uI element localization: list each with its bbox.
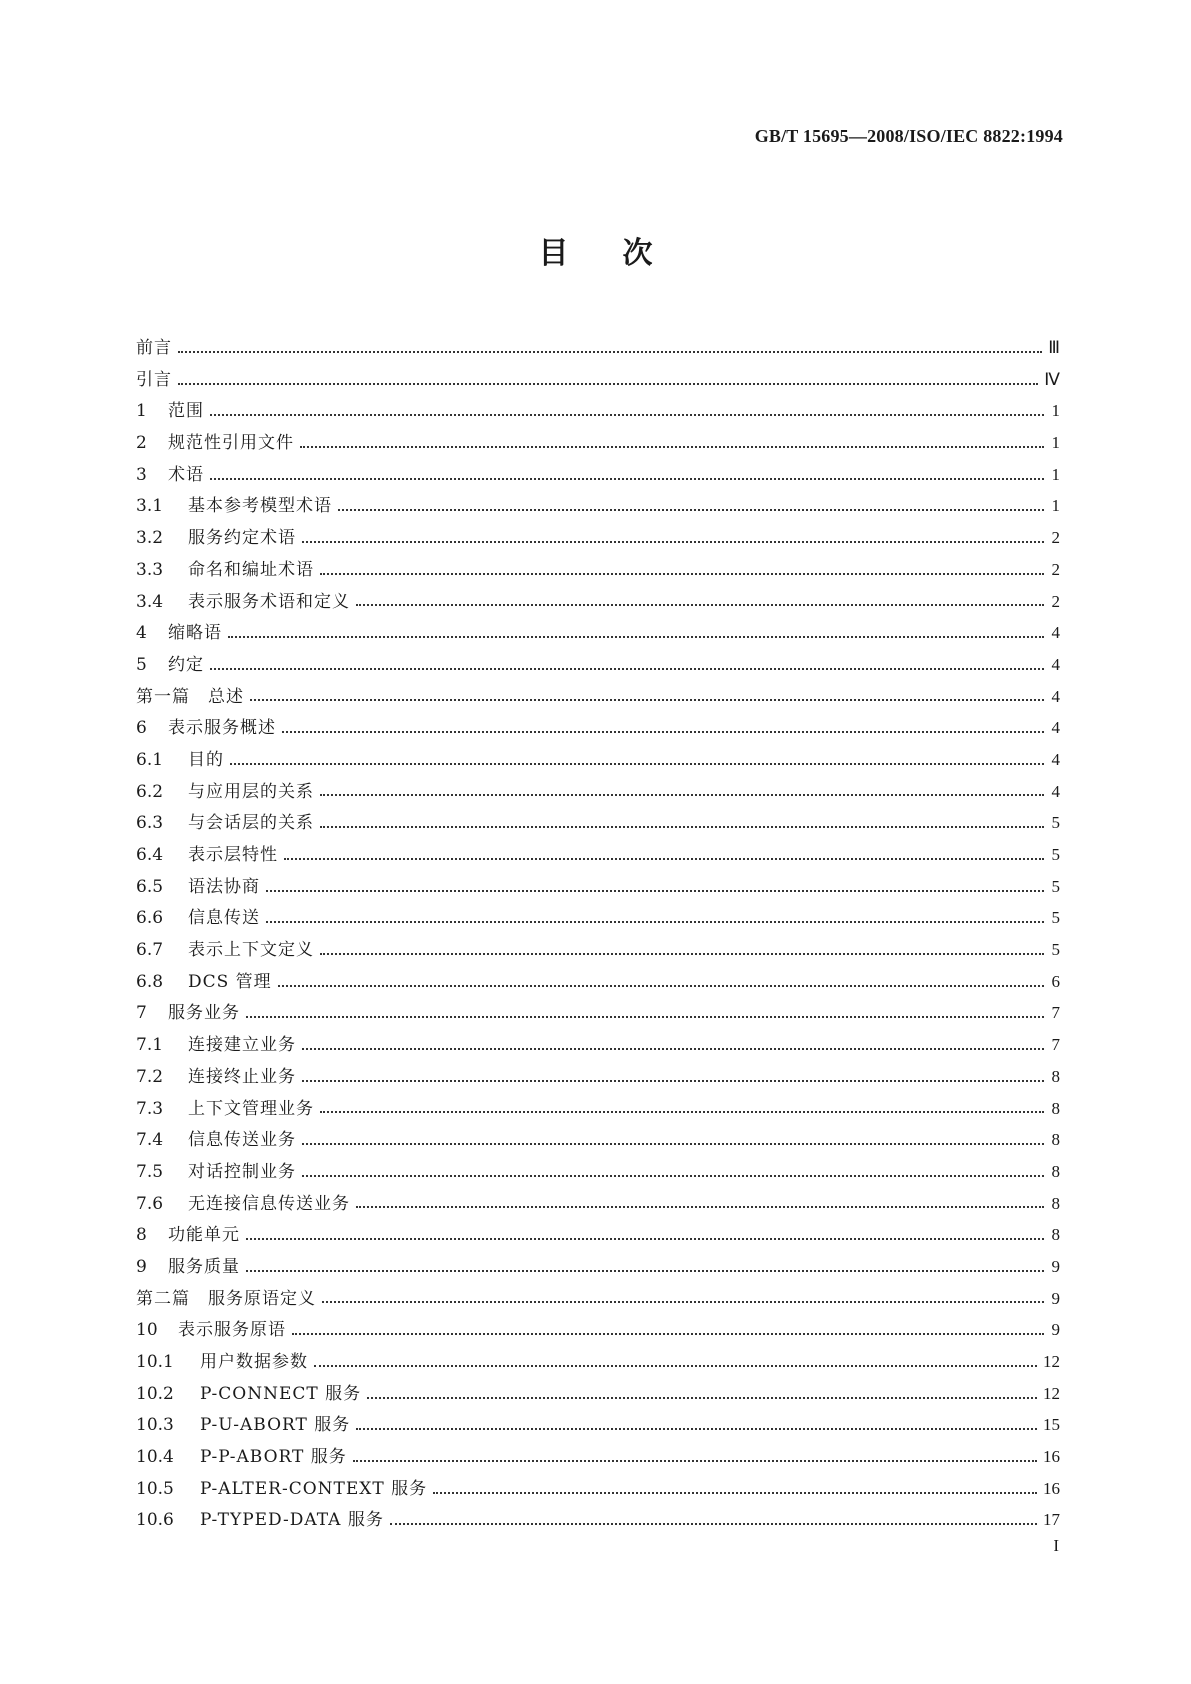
- toc-leader-dots: [228, 636, 1044, 638]
- toc-entry-page: 5: [1051, 876, 1060, 896]
- toc-entry-label: 第一篇 总述: [136, 686, 244, 707]
- toc-entry-page: 5: [1051, 908, 1060, 928]
- toc-entry-number: 6.7: [136, 940, 164, 961]
- toc-entry[interactable]: [136, 902, 1060, 934]
- toc-entry-page: 16: [1043, 1447, 1060, 1467]
- toc-entry-number: 1: [136, 401, 147, 422]
- toc-entry-page: 1: [1051, 464, 1060, 484]
- toc-entry-number: 3.4: [136, 591, 164, 612]
- toc-entry-label: 信息传送: [188, 908, 260, 929]
- toc-entry[interactable]: [136, 1441, 1060, 1473]
- toc-entry[interactable]: [136, 1473, 1060, 1505]
- toc-entry-page: 16: [1043, 1478, 1060, 1498]
- toc-entry-label: 连接建立业务: [188, 1035, 296, 1056]
- toc-entry-number: 6.1: [136, 749, 164, 770]
- toc-entry-page: 5: [1051, 845, 1060, 864]
- toc-leader-dots: [390, 1523, 1037, 1525]
- toc-entry-number: 7: [136, 1003, 147, 1024]
- toc-entry[interactable]: [136, 1251, 1060, 1283]
- toc-leader-dots: [433, 1492, 1037, 1494]
- toc-leader-dots: [210, 414, 1044, 416]
- toc-leader-dots: [284, 858, 1044, 860]
- toc-entry-number: 5: [136, 654, 147, 675]
- toc-entry-page: 2: [1051, 591, 1060, 611]
- toc-entry-page: 9: [1051, 1320, 1060, 1340]
- toc-entry-label: 服务质量: [168, 1256, 240, 1277]
- toc-entry[interactable]: [136, 1378, 1060, 1410]
- toc-entry-number: 6.8: [136, 971, 164, 992]
- toc-entry-page: 8: [1051, 1098, 1060, 1118]
- toc-entry-number: 4: [136, 623, 147, 644]
- toc-entry-label: 表示层特性: [188, 845, 278, 865]
- toc-entry-number: 6.3: [136, 813, 164, 834]
- toc-leader-dots: [246, 1238, 1044, 1240]
- toc-entry-page: 15: [1043, 1415, 1060, 1435]
- toc-entry-label: DCS 管理: [188, 971, 272, 992]
- toc-leader-dots: [356, 1206, 1044, 1208]
- toc-entry-number: 3.2: [136, 528, 164, 549]
- toc-entry-number: 7.5: [136, 1161, 164, 1182]
- toc-entry-page: 1: [1051, 401, 1060, 421]
- toc-entry[interactable]: [136, 997, 1060, 1029]
- toc-entry-label: 表示服务概述: [168, 718, 276, 739]
- toc-entry-label: 表示上下文定义: [188, 940, 314, 961]
- toc-entry[interactable]: [136, 1504, 1060, 1536]
- toc-entry[interactable]: [136, 839, 1060, 871]
- toc-entry-label: P-P-ABORT 服务: [200, 1447, 347, 1468]
- toc-entry-number: 3.3: [136, 559, 164, 580]
- toc-entry-number: 3: [136, 464, 147, 485]
- toc-entry-label: 约定: [168, 654, 204, 675]
- toc-entry[interactable]: [136, 1029, 1060, 1061]
- toc-leader-dots: [178, 351, 1042, 353]
- toc-entry[interactable]: [136, 364, 1060, 396]
- toc-entry-number: 6.5: [136, 876, 164, 897]
- toc-entry-label: P-CONNECT 服务: [200, 1383, 362, 1404]
- toc-entry-label: 第二篇 服务原语定义: [136, 1288, 316, 1309]
- page-title: 目次: [538, 236, 707, 271]
- toc-entry-page: 7: [1051, 1035, 1060, 1055]
- toc-entry[interactable]: [136, 617, 1060, 649]
- toc-entry-number: 7.4: [136, 1130, 164, 1151]
- toc-entry-number: 8: [136, 1225, 147, 1246]
- toc-entry[interactable]: [136, 522, 1060, 554]
- toc-entry-number: 10.5: [136, 1478, 174, 1499]
- toc-entry-page: 12: [1043, 1352, 1060, 1371]
- toc-entry[interactable]: [136, 807, 1060, 839]
- toc-entry-page: 5: [1051, 813, 1060, 833]
- toc-entry-label: P-TYPED-DATA 服务: [200, 1510, 384, 1531]
- toc-entry[interactable]: [136, 332, 1060, 364]
- toc-entry[interactable]: [136, 459, 1060, 491]
- toc-leader-dots: [320, 794, 1044, 796]
- toc-leader-dots: [230, 763, 1044, 765]
- toc-entry[interactable]: [136, 395, 1060, 427]
- toc-entry-label: P-ALTER-CONTEXT 服务: [200, 1478, 428, 1499]
- toc-leader-dots: [356, 604, 1044, 606]
- toc-entry-number: 7.2: [136, 1066, 164, 1087]
- toc-entry[interactable]: [136, 966, 1060, 998]
- toc-leader-dots: [302, 1080, 1044, 1082]
- toc-entry-label: 连接终止业务: [188, 1066, 296, 1087]
- toc-entry-page: 8: [1051, 1066, 1060, 1086]
- toc-entry[interactable]: [136, 1093, 1060, 1125]
- toc-leader-dots: [266, 921, 1044, 923]
- toc-entry-label: 服务约定术语: [188, 528, 296, 549]
- toc-entry-page: 1: [1051, 433, 1060, 453]
- toc-leader-dots: [353, 1460, 1037, 1462]
- toc-entry-label: 规范性引用文件: [168, 433, 294, 454]
- toc-entry-label: 上下文管理业务: [188, 1098, 314, 1119]
- toc-entry-number: 10.1: [136, 1352, 174, 1372]
- toc-entry-page: 4: [1051, 654, 1060, 674]
- toc-leader-dots: [246, 1270, 1044, 1272]
- toc-leader-dots: [302, 1048, 1044, 1050]
- toc-entry-label: 对话控制业务: [188, 1161, 296, 1182]
- toc-leader-dots: [282, 731, 1044, 733]
- toc-entry-label: 功能单元: [168, 1225, 240, 1246]
- toc-leader-dots: [210, 478, 1044, 480]
- toc-leader-dots: [356, 1428, 1037, 1430]
- table-of-contents: [136, 332, 1060, 1536]
- toc-leader-dots: [300, 446, 1044, 448]
- toc-entry-number: 10.3: [136, 1415, 174, 1436]
- page-number: I: [1053, 1536, 1059, 1555]
- toc-entry-page: 17: [1043, 1510, 1060, 1530]
- toc-entry-label: 命名和编址术语: [188, 559, 314, 580]
- toc-entry[interactable]: [136, 1156, 1060, 1188]
- toc-entry-label: 范围: [168, 401, 204, 422]
- toc-entry-label: 基本参考模型术语: [188, 496, 332, 517]
- toc-entry-page: 7: [1051, 1003, 1060, 1023]
- toc-entry-page: 4: [1051, 623, 1060, 643]
- toc-entry-number: 7.6: [136, 1193, 164, 1214]
- toc-leader-dots: [250, 699, 1044, 701]
- toc-entry[interactable]: [136, 1188, 1060, 1220]
- toc-entry-page: 4: [1051, 749, 1060, 769]
- toc-entry[interactable]: [136, 1314, 1060, 1346]
- toc-entry-label: 语法协商: [188, 876, 260, 897]
- toc-leader-dots: [246, 1016, 1044, 1018]
- toc-entry-page: 4: [1051, 781, 1060, 801]
- toc-entry[interactable]: [136, 934, 1060, 966]
- toc-entry-page: Ⅳ: [1044, 369, 1060, 389]
- toc-entry-label: 目的: [188, 749, 224, 770]
- toc-leader-dots: [302, 1175, 1044, 1177]
- toc-entry-label: 无连接信息传送业务: [188, 1193, 350, 1214]
- toc-entry-number: 7.3: [136, 1098, 164, 1119]
- toc-entry-number: 10: [136, 1320, 158, 1341]
- toc-entry[interactable]: [136, 490, 1060, 522]
- toc-entry-page: Ⅲ: [1048, 338, 1060, 357]
- toc-entry-number: 10.4: [136, 1447, 174, 1468]
- toc-entry-page: 8: [1051, 1130, 1060, 1150]
- toc-entry-label: 服务业务: [168, 1003, 240, 1024]
- toc-entry[interactable]: [136, 1283, 1060, 1315]
- toc-entry-page: 1: [1051, 496, 1060, 516]
- toc-leader-dots: [320, 826, 1044, 828]
- toc-entry[interactable]: [136, 1219, 1060, 1251]
- toc-entry[interactable]: [136, 1061, 1060, 1093]
- toc-leader-dots: [322, 1301, 1044, 1303]
- toc-entry-label: 表示服务术语和定义: [188, 591, 350, 612]
- toc-leader-dots: [320, 1111, 1044, 1113]
- toc-entry-page: 9: [1051, 1256, 1060, 1276]
- toc-entry-label: 引言: [136, 369, 172, 390]
- toc-leader-dots: [367, 1397, 1037, 1399]
- toc-entry-page: 4: [1051, 686, 1060, 706]
- toc-entry-number: 6.4: [136, 845, 164, 865]
- toc-entry-page: 5: [1051, 940, 1060, 960]
- toc-entry-number: 6.6: [136, 908, 164, 929]
- toc-entry[interactable]: [136, 427, 1060, 459]
- toc-leader-dots: [210, 668, 1044, 670]
- toc-entry-number: 2: [136, 433, 147, 454]
- toc-entry[interactable]: [136, 712, 1060, 744]
- toc-entry[interactable]: [136, 1124, 1060, 1156]
- toc-leader-dots: [314, 1365, 1037, 1367]
- toc-entry-label: 与应用层的关系: [188, 781, 314, 802]
- toc-entry-number: 3.1: [136, 496, 164, 517]
- toc-entry-label: P-U-ABORT 服务: [200, 1415, 351, 1436]
- toc-entry-page: 2: [1051, 528, 1060, 548]
- toc-leader-dots: [320, 953, 1044, 955]
- toc-entry-page: 2: [1051, 559, 1060, 579]
- toc-leader-dots: [302, 541, 1044, 543]
- toc-entry-page: 8: [1051, 1225, 1060, 1245]
- toc-entry-label: 表示服务原语: [178, 1320, 286, 1341]
- toc-entry[interactable]: [136, 776, 1060, 808]
- toc-entry-label: 缩略语: [168, 623, 222, 644]
- toc-entry[interactable]: [136, 649, 1060, 681]
- toc-entry[interactable]: [136, 1409, 1060, 1441]
- toc-leader-dots: [278, 985, 1044, 987]
- toc-entry-number: 10.6: [136, 1510, 174, 1531]
- toc-entry-page: 12: [1043, 1383, 1060, 1403]
- toc-entry-page: 9: [1051, 1288, 1060, 1308]
- toc-entry-number: 6: [136, 718, 147, 739]
- toc-entry-page: 6: [1051, 971, 1060, 991]
- toc-entry-label: 与会话层的关系: [188, 813, 314, 834]
- toc-entry-number: 7.1: [136, 1035, 164, 1056]
- toc-entry[interactable]: [136, 681, 1060, 713]
- toc-entry[interactable]: [136, 744, 1060, 776]
- toc-entry-label: 前言: [136, 338, 172, 358]
- toc-leader-dots: [178, 383, 1038, 385]
- toc-entry-number: 9: [136, 1256, 147, 1277]
- toc-entry[interactable]: [136, 586, 1060, 618]
- toc-leader-dots: [292, 1333, 1044, 1335]
- toc-entry-page: 8: [1051, 1193, 1060, 1213]
- toc-entry-page: 4: [1051, 718, 1060, 738]
- toc-entry-label: 术语: [168, 464, 204, 485]
- toc-entry-label: 用户数据参数: [200, 1352, 308, 1372]
- toc-entry-label: 信息传送业务: [188, 1130, 296, 1151]
- toc-entry-page: 8: [1051, 1161, 1060, 1181]
- toc-entry[interactable]: [136, 1346, 1060, 1378]
- toc-leader-dots: [338, 509, 1044, 511]
- toc-entry[interactable]: [136, 554, 1060, 586]
- toc-leader-dots: [266, 890, 1044, 892]
- toc-entry[interactable]: [136, 871, 1060, 903]
- toc-leader-dots: [320, 573, 1044, 575]
- toc-leader-dots: [302, 1143, 1044, 1145]
- toc-entry-number: 6.2: [136, 781, 164, 802]
- toc-entry-number: 10.2: [136, 1383, 174, 1404]
- standard-number: GB/T 15695—2008/ISO/IEC 8822:1994: [754, 126, 1063, 146]
